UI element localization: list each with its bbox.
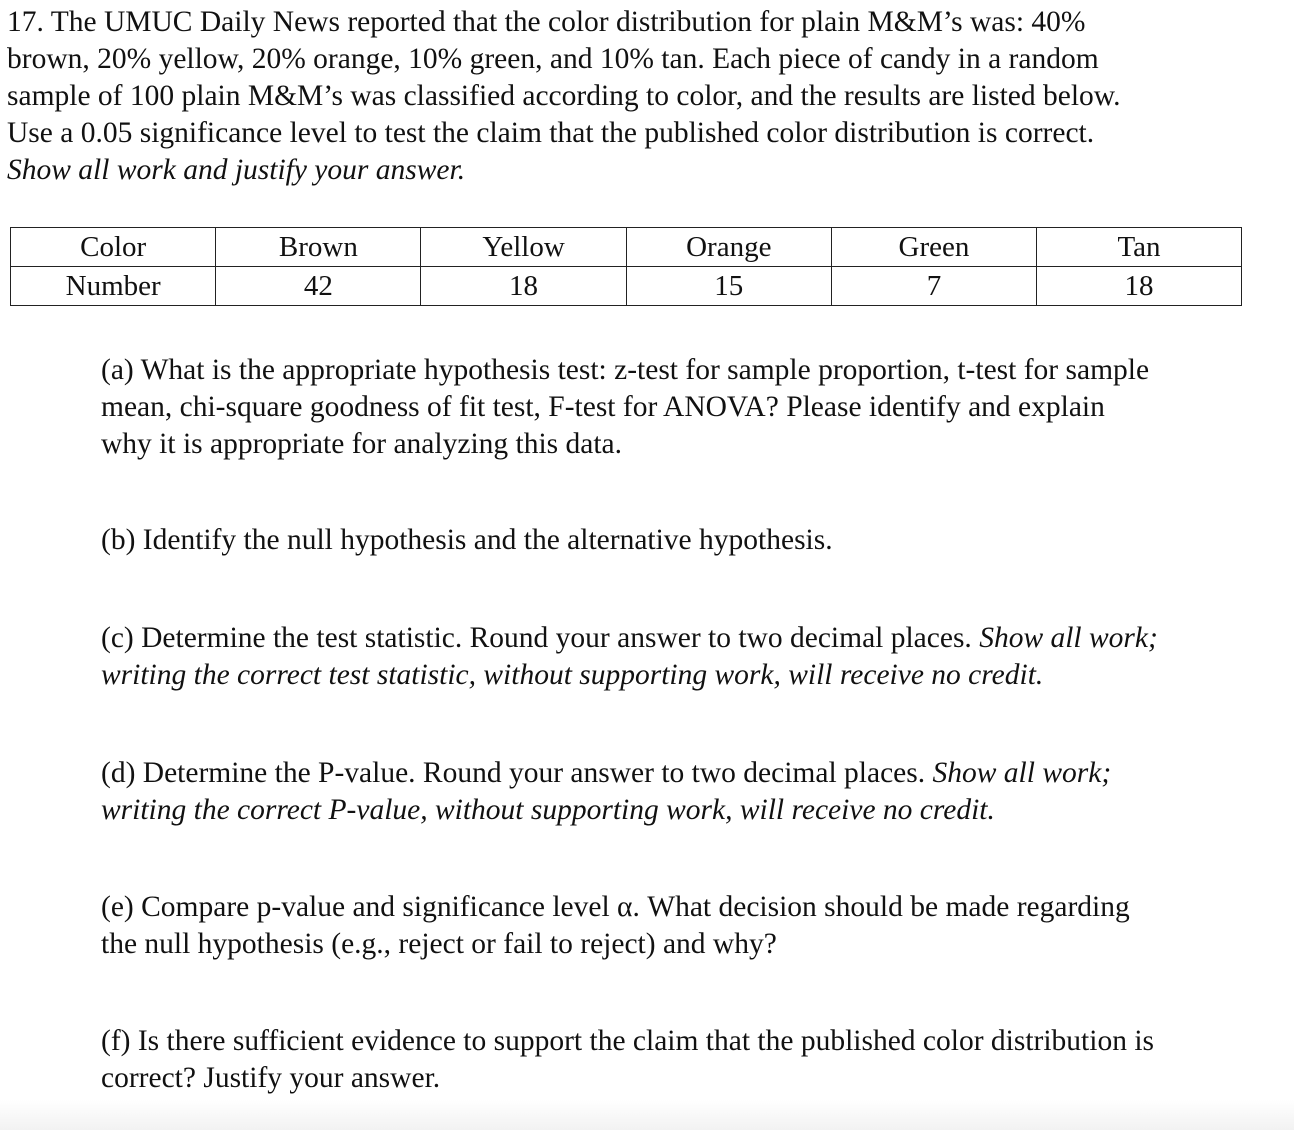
table-cell-count: 18	[1037, 267, 1242, 306]
table-cell-count: 7	[831, 267, 1036, 306]
table-cell-count: 15	[626, 267, 831, 306]
question-f-line-1: (f) Is there sufficient evidence to support the claim that the published color distribution is	[101, 1025, 1154, 1057]
question-c-italic-1: Show all work;	[979, 622, 1158, 654]
table-row-color	[11, 228, 1242, 267]
problem-line-4: Use a 0.05 significance level to test the claim that the published color distribution is correct.	[7, 117, 1095, 149]
table-cell-color: Orange	[626, 228, 831, 267]
table-header-cell: Color	[11, 228, 216, 267]
table-row-number	[11, 267, 1242, 306]
table-header-cell: Number	[11, 267, 216, 306]
question-d	[101, 755, 1281, 829]
question-e	[101, 889, 1281, 963]
question-a	[101, 352, 1281, 463]
question-d-main: (d) Determine the P-value. Round your answer to two decimal places.	[101, 757, 933, 789]
problem-line-2: brown, 20% yellow, 20% orange, 10% green, and 10% tan. Each piece of candy in a random	[7, 43, 1099, 75]
table-cell-color: Tan	[1037, 228, 1242, 267]
question-f-line-2: correct? Justify your answer.	[101, 1062, 441, 1094]
question-b-text: (b) Identify the null hypothesis and the alternative hypothesis.	[101, 524, 833, 556]
table-cell-count: 18	[421, 267, 626, 306]
question-a-line-3: why it is appropriate for analyzing this data.	[101, 428, 623, 460]
bottom-fade	[0, 1100, 1294, 1130]
question-e-line-2: the null hypothesis (e.g., reject or fail to reject) and why?	[101, 928, 777, 960]
problem-line-3: sample of 100 plain M&M’s was classified according to color, and the results are listed below.	[7, 80, 1121, 112]
question-a-line-1: (a) What is the appropriate hypothesis test: z-test for sample proportion, t-test for sample	[101, 354, 1150, 386]
table-cell-color: Brown	[216, 228, 421, 267]
question-d-italic-1: Show all work;	[932, 757, 1112, 789]
table-cell-color: Yellow	[421, 228, 626, 267]
question-d-line-1	[101, 755, 1281, 792]
question-c-main: (c) Determine the test statistic. Round your answer to two decimal places.	[101, 622, 980, 654]
question-f	[101, 1023, 1281, 1097]
question-c-line-1	[101, 620, 1281, 657]
question-b	[101, 522, 1281, 559]
question-a-line-2: mean, chi-square goodness of fit test, F-test for ANOVA? Please identify and explain	[101, 391, 1105, 423]
table-cell-count: 42	[216, 267, 421, 306]
question-e-line-1: (e) Compare p-value and significance level α. What decision should be made regarding	[101, 891, 1130, 923]
question-d-italic-2: writing the correct P-value, without supporting work, will receive no credit.	[101, 794, 995, 826]
color-count-table	[10, 227, 1242, 306]
question-c	[101, 620, 1281, 694]
problem-line-1: 17. The UMUC Daily News reported that the color distribution for plain M&M’s was: 40%	[7, 6, 1086, 38]
problem-instruction: Show all work and justify your answer.	[7, 154, 466, 186]
table-cell-color: Green	[831, 228, 1036, 267]
question-c-italic-2: writing the correct test statistic, without supporting work, will receive no credit.	[101, 659, 1044, 691]
problem-statement	[7, 4, 1277, 189]
